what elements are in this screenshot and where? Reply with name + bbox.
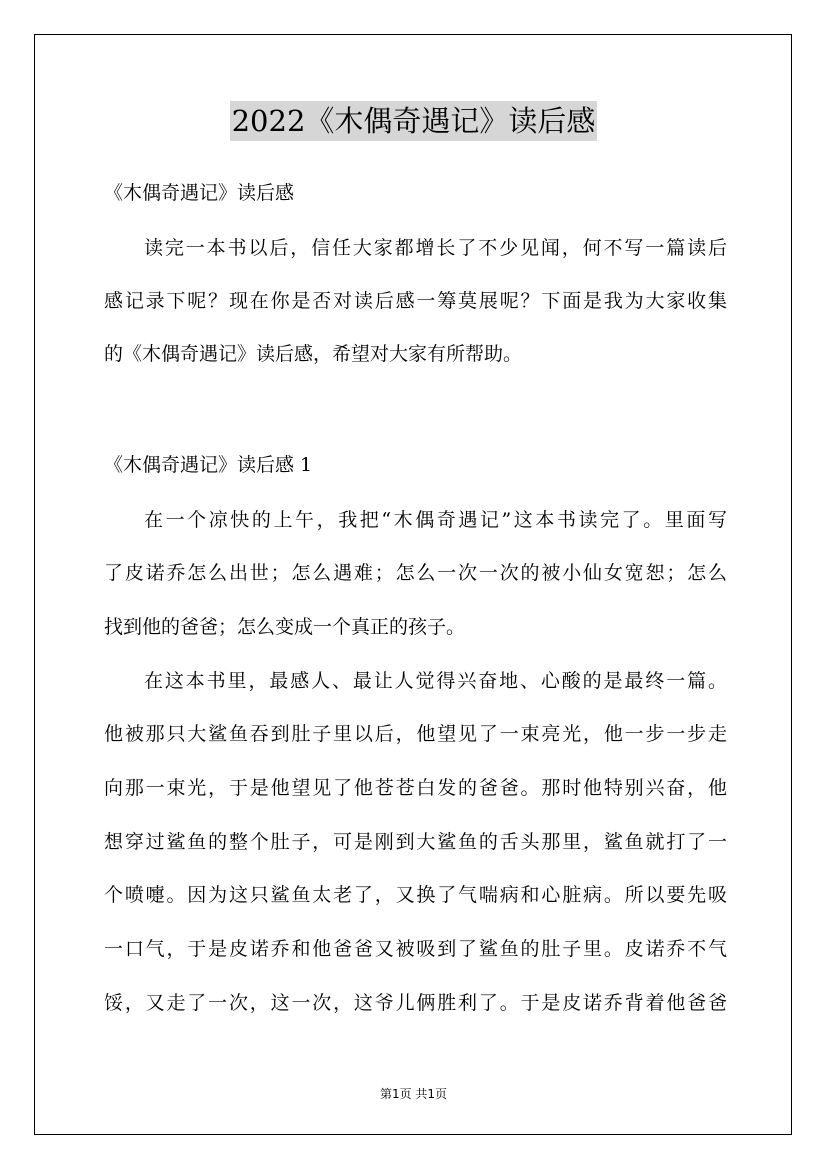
paragraph-line: 想穿过鲨鱼的整个肚子，可是刚到大鲨鱼的舌头那里，鲨鱼就打了一 — [104, 831, 727, 853]
paragraph-line: 在这本书里，最感人、最让人觉得兴奋地、心酸的是最终一篇。 — [144, 670, 727, 692]
paragraph-line: 读完一本书以后，信任大家都增长了不少见闻，何不写一篇读后 — [144, 237, 727, 259]
paragraph-line: 在一个凉快的上午，我把“木偶奇遇记”这本书读完了。里面写 — [144, 509, 727, 531]
paragraph-line: 了皮诺乔怎么出世；怎么遇难；怎么一次一次的被小仙女宽恕；怎么 — [104, 562, 727, 584]
section-heading-intro: 《木偶奇遇记》读后感 — [104, 182, 295, 204]
section-heading-1: 《木偶奇遇记》读后感 1 — [104, 454, 313, 476]
paragraph-line: 感记录下呢？现在你是否对读后感一筹莫展呢？下面是我为大家收集 — [104, 290, 727, 312]
paragraph-line: 向那一束光，于是他望见了他苍苍白发的爸爸。那时他特别兴奋，他 — [104, 777, 727, 799]
paragraph-line: 一口气，于是皮诺乔和他爸爸又被吸到了鲨鱼的肚子里。皮诺乔不气 — [104, 938, 727, 960]
paragraph-line: 馁，又走了一次，这一次，这爷儿俩胜利了。于是皮诺乔背着他爸爸 — [104, 992, 727, 1014]
paragraph-line: 的《木偶奇遇记》读后感，希望对大家有所帮助。 — [104, 343, 523, 365]
document-title: 2022《木偶奇遇记》读后感 — [230, 101, 598, 141]
paragraph-line: 个喷嚏。因为这只鲨鱼太老了，又换了气喘病和心脏病。所以要先吸 — [104, 884, 727, 906]
paragraph-line: 找到他的爸爸；怎么变成一个真正的孩子。 — [104, 616, 466, 638]
paragraph-line: 他被那只大鲨鱼吞到肚子里以后，他望见了一束亮光，他一步一步走 — [104, 723, 727, 745]
page-footer: 第1页 共1页 — [379, 1087, 448, 1101]
title-container — [0, 101, 827, 141]
